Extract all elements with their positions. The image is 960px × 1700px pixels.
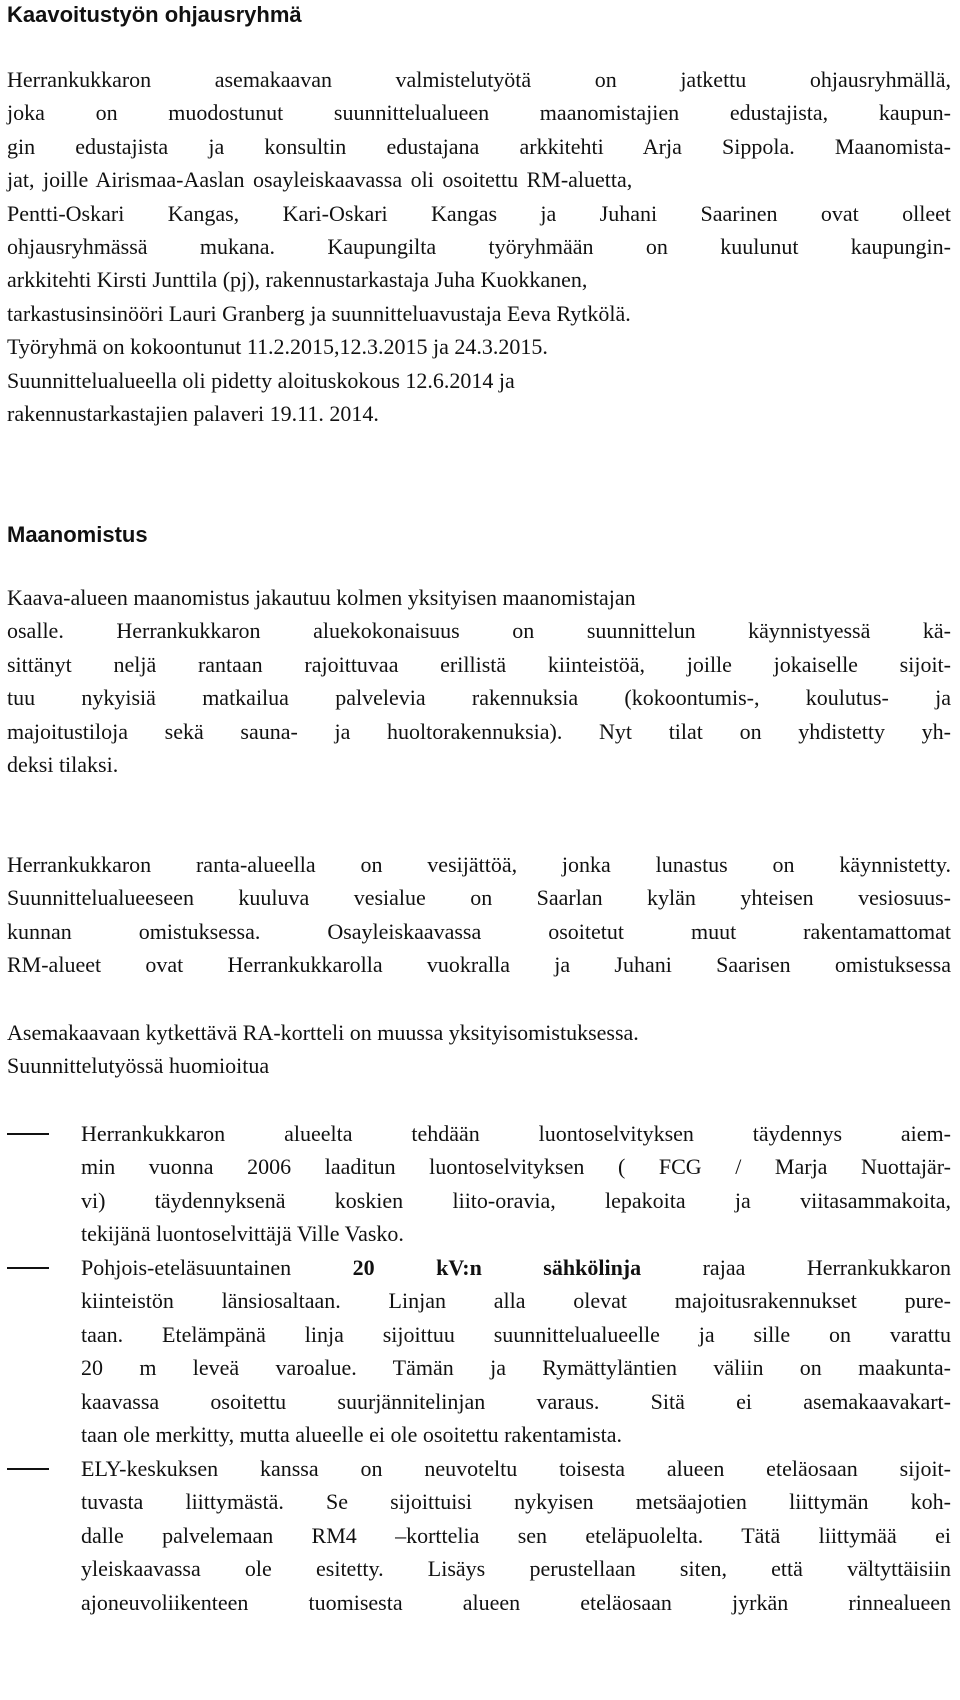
text-line: rakennustarkastajien palaveri 19.11. 2014.	[7, 401, 379, 427]
text-line: Herrankukkaron ranta-alueella on vesijättöä, jonka lunastus on käynnistetty.	[7, 852, 951, 877]
text-line: tekijänä luontoselvittäjä Ville Vasko.	[81, 1221, 404, 1247]
list-item	[7, 1452, 951, 1619]
text-line: Työryhmä on kokoontunut 11.2.2015,12.3.2015 ja 24.3.2015.	[7, 334, 548, 360]
list-item	[7, 1117, 951, 1251]
text-line: Asemakaavaan kytkettävä RA-kortteli on muussa yksityisomistuksessa.	[7, 1020, 639, 1045]
text-line: Pohjois-eteläsuuntainen 20 kV:n sähkölinja rajaa Herrankukkaron	[81, 1255, 951, 1280]
text-line: RM-alueet ovat Herrankukkarolla vuokralla ja Juhani Saarisen omistuksessa	[7, 952, 951, 978]
text-line: gin edustajista ja konsultin edustajana arkkitehti Arja Sippola. Maanomista-	[7, 133, 951, 159]
text-line: osalle. Herrankukkaron aluekokonaisuus on suunnittelun käynnistyessä kä-	[7, 618, 951, 644]
dash-bullet-icon	[7, 1267, 49, 1269]
dash-bullet-icon	[7, 1468, 49, 1470]
text-line: Suunnittelutyössä huomioitua	[7, 1053, 270, 1079]
text-line: Suunnittelualueella oli pidetty aloituskokous 12.6.2014 ja	[7, 367, 515, 393]
text-line: kaavassa osoitettu suurjännitelinjan varaus. Sitä ei asemakaavakart-	[81, 1388, 951, 1414]
text-line: dalle palvelemaan RM4 –korttelia sen eteläpuolelta. Tätä liittymää ei	[81, 1522, 951, 1548]
text-line: tarkastusinsinööri Lauri Granberg ja suunnitteluavustaja Eeva Rytkölä.	[7, 300, 631, 326]
text-line: Suunnittelualueeseen kuuluva vesialue on Saarlan kylän yhteisen vesiosuus-	[7, 885, 951, 911]
paragraph-maanomistus-1	[7, 581, 951, 781]
text-line: 20 m leveä varoalue. Tämän ja Rymättyläntien väliin on maakunta-	[81, 1355, 951, 1381]
text-line: Pentti-Oskari Kangas, Kari-Oskari Kangas ja Juhani Saarinen ovat olleet	[7, 200, 951, 226]
dash-bullet-icon	[7, 1133, 49, 1135]
highlighted-term: 20 kV:n sähkölinja	[352, 1255, 642, 1280]
paragraph-maanomistus-3	[7, 1016, 951, 1083]
text-line: deksi tilaksi.	[7, 752, 119, 778]
text-line: ELY-keskuksen kanssa on neuvoteltu toisesta alueen eteläosaan sijoit-	[81, 1456, 951, 1481]
text-line: ohjausryhmässä mukana. Kaupungilta työryhmään on kuulunut kaupungin-	[7, 234, 951, 260]
text-line: min vuonna 2006 laaditun luontoselvityksen ( FCG / Marja Nuottajär-	[81, 1154, 951, 1180]
text-line: taan. Etelämpänä linja sijoittuu suunnittelualueelle ja sille on varattu	[81, 1321, 951, 1347]
text-line: majoitustiloja sekä sauna- ja huoltorakennuksia). Nyt tilat on yhdistetty yh-	[7, 718, 951, 744]
text-line: sittänyt neljä rantaan rajoittuvaa erillistä kiinteistöä, joille jokaiselle sijoit-	[7, 651, 951, 677]
section-heading-maanomistus: Maanomistus	[7, 522, 148, 547]
text-line: taan ole merkitty, mutta alueelle ei ole osoitettu rakentamista.	[81, 1422, 623, 1448]
text-line: Kaava-alueen maanomistus jakautuu kolmen yksityisen maanomistajan	[7, 585, 636, 610]
list-item	[7, 1251, 951, 1451]
text-line: jat, joille Airismaa-Aaslan osayleiskaavassa oli osoitettu RM-aluetta,	[7, 167, 633, 193]
text-line: vi) täydennyksenä koskien liito-oravia, lepakoita ja viitasammakoita,	[81, 1187, 951, 1213]
text-line: tuvasta liittymästä. Se sijoittuisi nykyisen metsäajotien liittymän koh-	[81, 1489, 951, 1515]
section-heading-ohjausryhma: Kaavoitustyön ohjausryhmä	[7, 2, 302, 27]
text-line: joka on muodostunut suunnittelualueen maanomistajien edustajista, kaupun-	[7, 100, 951, 126]
text-line: ajoneuvoliikenteen tuomisesta alueen eteläosaan jyrkän rinnealueen	[81, 1589, 951, 1615]
text-line: Herrankukkaron alueelta tehdään luontoselvityksen täydennys aiem-	[81, 1121, 951, 1146]
text-line: tuu nykyisiä matkailua palvelevia rakennuksia (kokoontumis-, koulutus- ja	[7, 685, 951, 711]
text-line: yleiskaavassa ole esitetty. Lisäys perustellaan siten, että vältyttäisiin	[81, 1556, 951, 1582]
paragraph-ohjausryhma	[7, 63, 951, 430]
text-line: kiinteistön länsiosaltaan. Linjan alla olevat majoitusrakennukset pure-	[81, 1288, 951, 1314]
text-line: arkkitehti Kirsti Junttila (pj), rakennustarkastaja Juha Kuokkanen,	[7, 267, 588, 293]
paragraph-maanomistus-2	[7, 848, 951, 982]
text-line: Herrankukkaron asemakaavan valmistelutyötä on jatkettu ohjausryhmällä,	[7, 67, 951, 92]
text-line: kunnan omistuksessa. Osayleiskaavassa osoitetut muut rakentamattomat	[7, 918, 951, 944]
